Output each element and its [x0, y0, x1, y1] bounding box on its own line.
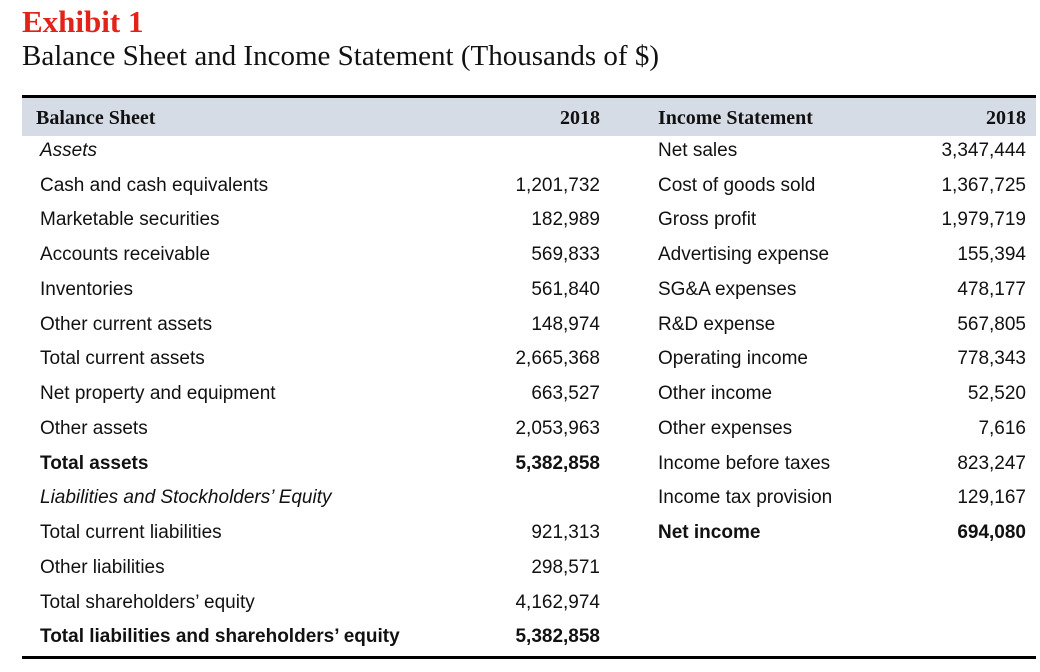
is-row-label: Net income	[658, 522, 761, 543]
is-row-label: Net sales	[658, 140, 738, 161]
bs-row-value: 663,527	[531, 383, 600, 404]
is-row-value: 694,080	[957, 522, 1026, 543]
is-row-label: Gross profit	[658, 209, 757, 230]
is-row-value: 567,805	[957, 314, 1026, 335]
bs-row-value: 148,974	[531, 314, 600, 335]
bs-row-label: Total current liabilities	[40, 522, 222, 543]
bs-row-label: Total current assets	[40, 348, 205, 369]
bs-row-value: 5,382,858	[515, 453, 600, 474]
is-row-value: 7,616	[978, 418, 1026, 439]
is-row-value: 155,394	[957, 244, 1026, 265]
bs-row-label: Liabilities and Stockholders’ Equity	[40, 487, 332, 508]
balance-sheet-header: Balance Sheet	[36, 107, 156, 129]
bs-row-value: 2,053,963	[515, 418, 600, 439]
is-row-value: 52,520	[967, 383, 1026, 404]
is-row-value: 1,367,725	[941, 175, 1026, 196]
bs-row-label: Inventories	[40, 279, 133, 300]
balance-sheet-year-header: 2018	[560, 107, 600, 129]
is-row-label: R&D expense	[658, 314, 776, 335]
bs-row-label: Other liabilities	[40, 557, 165, 578]
is-row-label: Other expenses	[658, 418, 793, 439]
bs-row-value: 5,382,858	[515, 626, 600, 647]
header-band	[22, 98, 1036, 136]
income-statement-year-header: 2018	[986, 107, 1026, 129]
bs-row-label: Other assets	[40, 418, 148, 439]
bs-row-label: Assets	[40, 140, 98, 161]
bs-row-value: 1,201,732	[515, 175, 600, 196]
exhibit-label: Exhibit 1	[22, 4, 144, 39]
bs-row-label: Other current assets	[40, 314, 213, 335]
bs-row-label: Total liabilities and shareholders’ equity	[40, 626, 400, 647]
bs-row-label: Net property and equipment	[40, 383, 276, 404]
bs-row-label: Total shareholders’ equity	[40, 592, 255, 613]
bs-row-value: 298,571	[531, 557, 600, 578]
is-row-value: 1,979,719	[941, 209, 1026, 230]
bs-row-value: 569,833	[531, 244, 600, 265]
bs-row-label: Marketable securities	[40, 209, 220, 230]
bottom-rule	[22, 656, 1036, 659]
income-statement-header: Income Statement	[658, 107, 813, 129]
is-row-value: 478,177	[957, 279, 1026, 300]
is-row-value: 129,167	[957, 487, 1026, 508]
is-row-label: SG&A expenses	[658, 279, 797, 300]
exhibit-title: Balance Sheet and Income Statement (Thousands of $)	[22, 40, 659, 72]
bs-row-value: 921,313	[531, 522, 600, 543]
bs-row-value: 4,162,974	[515, 592, 600, 613]
is-row-value: 778,343	[957, 348, 1026, 369]
is-row-value: 823,247	[957, 453, 1026, 474]
is-row-label: Other income	[658, 383, 773, 404]
bs-row-value: 561,840	[531, 279, 600, 300]
is-row-value: 3,347,444	[941, 140, 1026, 161]
bs-row-value: 2,665,368	[515, 348, 600, 369]
is-row-label: Advertising expense	[658, 244, 830, 265]
bs-row-value: 182,989	[531, 209, 600, 230]
is-row-label: Income before taxes	[658, 453, 831, 474]
bs-row-label: Accounts receivable	[40, 244, 211, 265]
bs-row-label: Cash and cash equivalents	[40, 175, 269, 196]
bs-row-label: Total assets	[40, 453, 149, 474]
is-row-label: Income tax provision	[658, 487, 833, 508]
is-row-label: Operating income	[658, 348, 808, 369]
is-row-label: Cost of goods sold	[658, 175, 816, 196]
